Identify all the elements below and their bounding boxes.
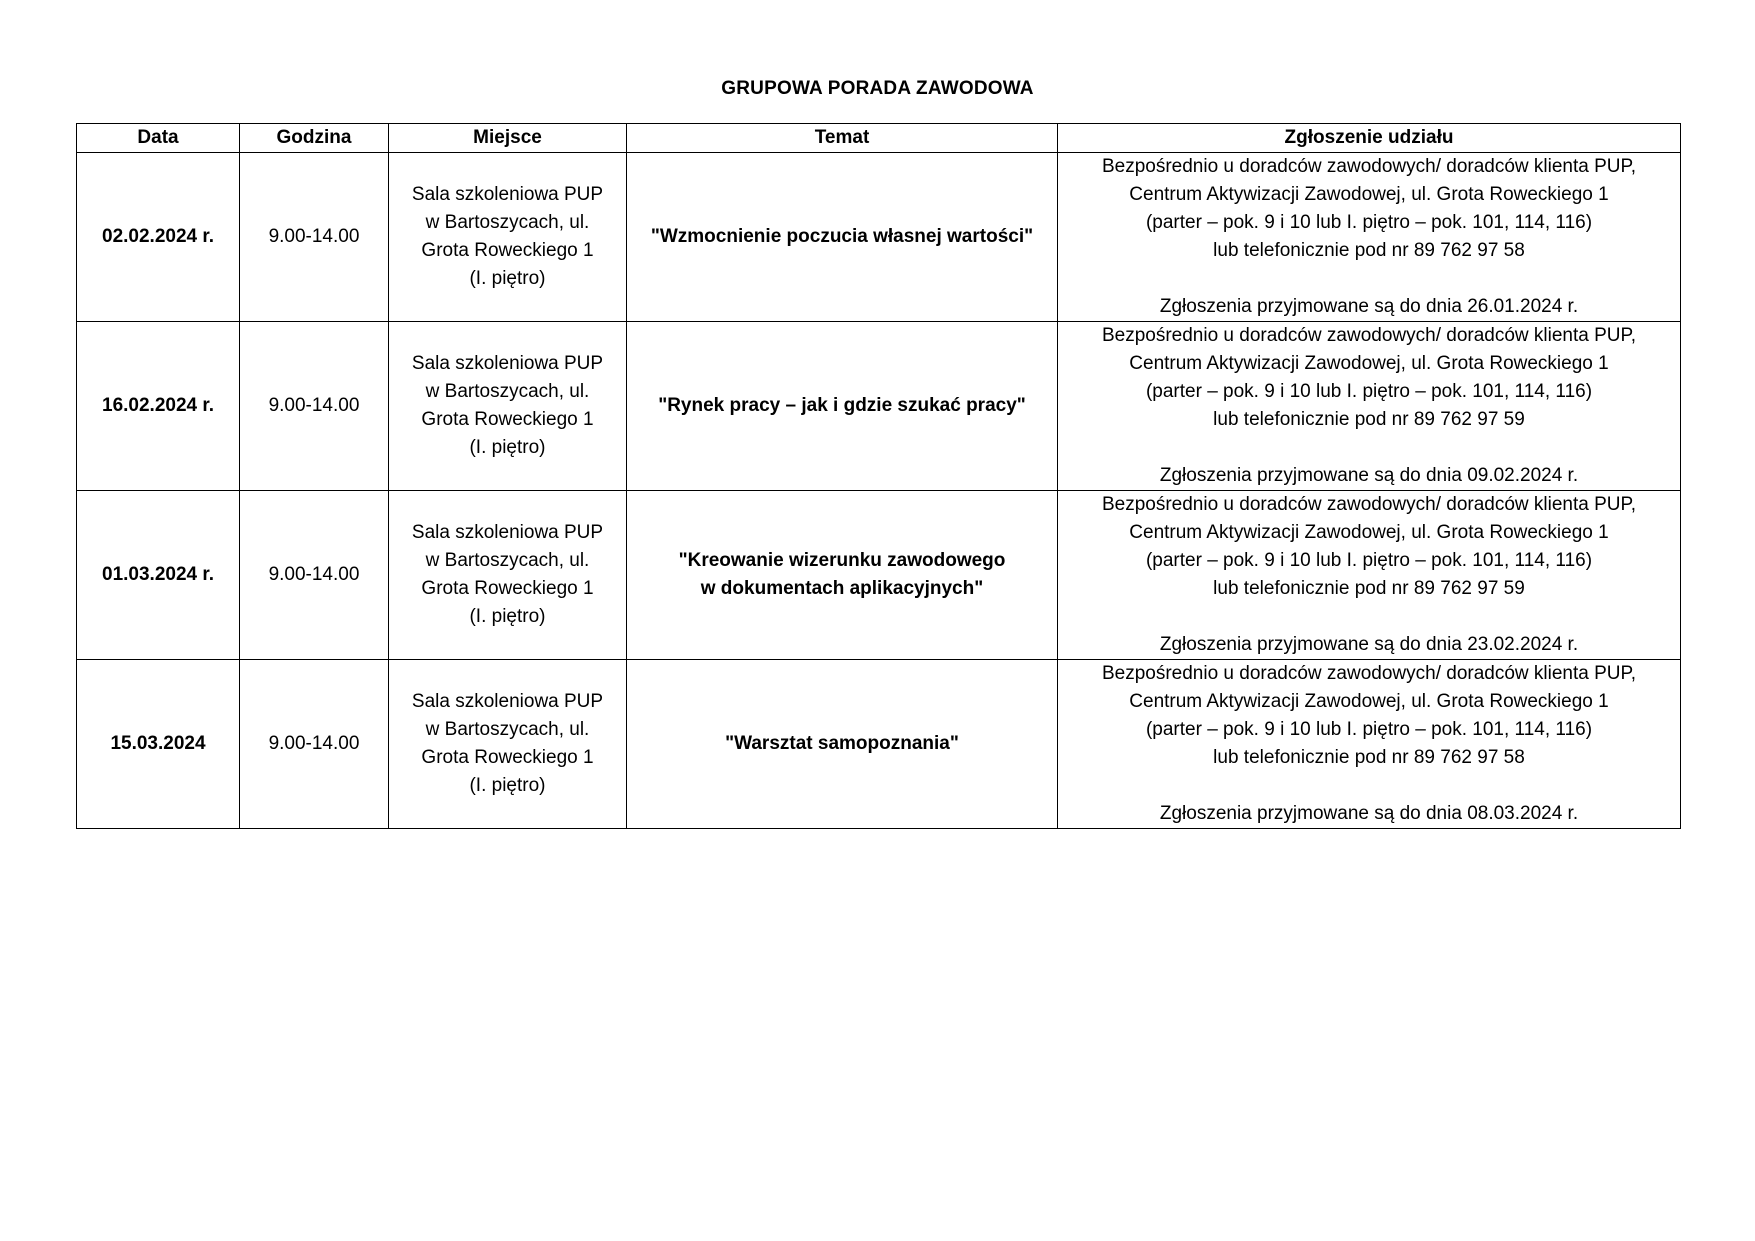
- place-cell: [389, 322, 627, 491]
- signup-cell: [1058, 491, 1681, 660]
- column-header-place: Miejsce: [389, 124, 627, 153]
- signup-deadline: Zgłoszenia przyjmowane są do dnia 08.03.2024 r.: [1159, 803, 1579, 824]
- place-line: (I. piętro): [469, 606, 546, 627]
- place-line: Grota Roweckiego 1: [421, 578, 594, 599]
- signup-line: Centrum Aktywizacji Zawodowej, ul. Grota Roweckiego 1: [1129, 353, 1609, 374]
- place-line: Grota Roweckiego 1: [421, 409, 594, 430]
- place-cell: [389, 660, 627, 829]
- topic-cell: [627, 660, 1058, 829]
- signup-line: Centrum Aktywizacji Zawodowej, ul. Grota Roweckiego 1: [1129, 184, 1609, 205]
- signup-line: Bezpośrednio u doradców zawodowych/ doradców klienta PUP,: [1101, 156, 1637, 177]
- table-header-row: [77, 124, 1681, 153]
- topic-line: "Kreowanie wizerunku zawodowego: [678, 550, 1006, 571]
- signup-line: Bezpośrednio u doradców zawodowych/ doradców klienta PUP,: [1101, 325, 1637, 346]
- time-cell: 9.00-14.00: [240, 322, 389, 491]
- date-cell: 02.02.2024 r.: [77, 153, 240, 322]
- spacer: [1058, 772, 1680, 800]
- signup-cell: [1058, 153, 1681, 322]
- place-line: w Bartoszycach, ul.: [425, 381, 590, 402]
- signup-line: (parter – pok. 9 i 10 lub I. piętro – pok. 101, 114, 116): [1145, 381, 1593, 402]
- signup-deadline: Zgłoszenia przyjmowane są do dnia 26.01.2024 r.: [1159, 296, 1579, 317]
- column-header-time: Godzina: [240, 124, 389, 153]
- place-line: (I. piętro): [469, 268, 546, 289]
- topic-line: "Wzmocnienie poczucia własnej wartości": [650, 226, 1034, 247]
- table-row: [77, 660, 1681, 829]
- spacer: [1058, 434, 1680, 462]
- date-cell: 15.03.2024: [77, 660, 240, 829]
- place-line: Grota Roweckiego 1: [421, 747, 594, 768]
- topic-line: "Rynek pracy – jak i gdzie szukać pracy": [658, 395, 1026, 416]
- table-row: [77, 153, 1681, 322]
- signup-line: Bezpośrednio u doradców zawodowych/ doradców klienta PUP,: [1101, 494, 1637, 515]
- signup-line: lub telefonicznie pod nr 89 762 97 59: [1213, 409, 1525, 430]
- place-line: Sala szkoleniowa PUP: [411, 184, 604, 205]
- topic-cell: [627, 491, 1058, 660]
- date-cell: 16.02.2024 r.: [77, 322, 240, 491]
- column-header-topic: Temat: [627, 124, 1058, 153]
- signup-line: lub telefonicznie pod nr 89 762 97 58: [1213, 747, 1525, 768]
- signup-cell: [1058, 322, 1681, 491]
- place-cell: [389, 491, 627, 660]
- topic-cell: [627, 322, 1058, 491]
- signup-line: Centrum Aktywizacji Zawodowej, ul. Grota Roweckiego 1: [1129, 522, 1609, 543]
- topic-line: w dokumentach aplikacyjnych": [700, 578, 984, 599]
- place-line: (I. piętro): [469, 775, 546, 796]
- place-line: Sala szkoleniowa PUP: [411, 522, 604, 543]
- spacer: [1058, 265, 1680, 293]
- column-header-signup: Zgłoszenie udziału: [1058, 124, 1681, 153]
- column-header-date: Data: [77, 124, 240, 153]
- schedule-table: [76, 123, 1681, 829]
- time-cell: 9.00-14.00: [240, 660, 389, 829]
- signup-line: Bezpośrednio u doradców zawodowych/ doradców klienta PUP,: [1101, 663, 1637, 684]
- signup-line: Centrum Aktywizacji Zawodowej, ul. Grota Roweckiego 1: [1129, 691, 1609, 712]
- place-line: w Bartoszycach, ul.: [425, 719, 590, 740]
- place-line: w Bartoszycach, ul.: [425, 212, 590, 233]
- topic-cell: [627, 153, 1058, 322]
- date-cell: 01.03.2024 r.: [77, 491, 240, 660]
- signup-line: lub telefonicznie pod nr 89 762 97 58: [1213, 240, 1525, 261]
- place-line: Sala szkoleniowa PUP: [411, 691, 604, 712]
- signup-line: (parter – pok. 9 i 10 lub I. piętro – pok. 101, 114, 116): [1145, 719, 1593, 740]
- signup-deadline: Zgłoszenia przyjmowane są do dnia 23.02.2024 r.: [1159, 634, 1579, 655]
- time-cell: 9.00-14.00: [240, 491, 389, 660]
- signup-deadline: Zgłoszenia przyjmowane są do dnia 09.02.2024 r.: [1159, 465, 1579, 486]
- place-line: Sala szkoleniowa PUP: [411, 353, 604, 374]
- signup-line: (parter – pok. 9 i 10 lub I. piętro – pok. 101, 114, 116): [1145, 212, 1593, 233]
- place-line: w Bartoszycach, ul.: [425, 550, 590, 571]
- time-cell: 9.00-14.00: [240, 153, 389, 322]
- table-row: [77, 491, 1681, 660]
- table-row: [77, 322, 1681, 491]
- topic-line: "Warsztat samopoznania": [725, 733, 959, 754]
- spacer: [1058, 603, 1680, 631]
- place-line: Grota Roweckiego 1: [421, 240, 594, 261]
- signup-cell: [1058, 660, 1681, 829]
- place-cell: [389, 153, 627, 322]
- page-title: GRUPOWA PORADA ZAWODOWA: [721, 78, 1034, 99]
- signup-line: lub telefonicznie pod nr 89 762 97 59: [1213, 578, 1525, 599]
- signup-line: (parter – pok. 9 i 10 lub I. piętro – pok. 101, 114, 116): [1145, 550, 1593, 571]
- place-line: (I. piętro): [469, 437, 546, 458]
